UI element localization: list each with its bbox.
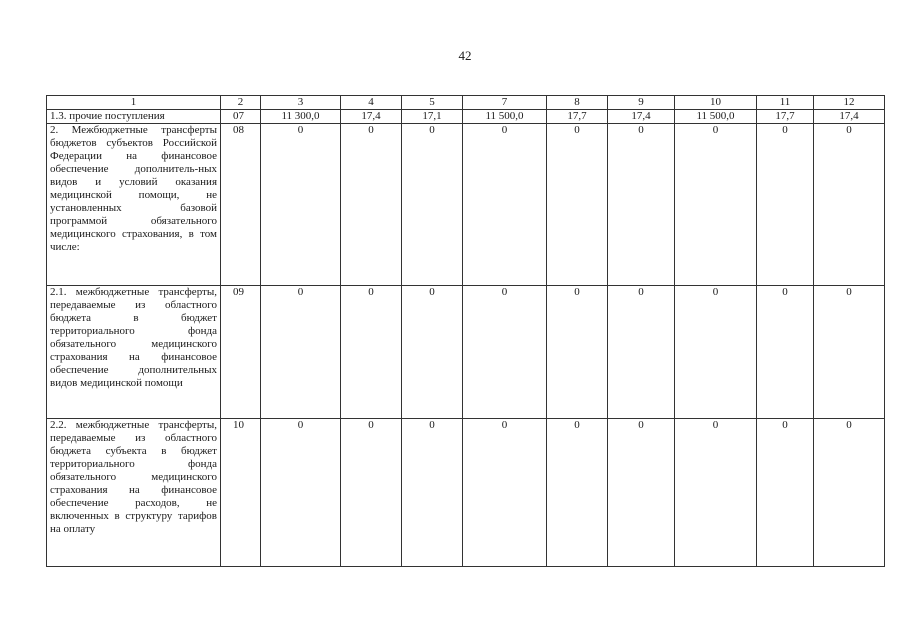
table-header-row: [47, 96, 885, 110]
value-cell: 0: [675, 124, 757, 286]
value-cell: 17,7: [757, 110, 814, 124]
header-cell: 7: [463, 96, 547, 110]
value-cell: 0: [463, 286, 547, 419]
row-code: 09: [221, 286, 261, 419]
row-description: 2. Межбюджетные трансферты бюджетов субъектов Российской Федерации на финансовое обеспечение дополнитель-ных видов и условий оказания медицинской помощи, не установленных базовой программой обязательного медицинского страхования, в том числе:: [47, 124, 221, 286]
value-cell: 0: [341, 419, 402, 567]
value-cell: 11 500,0: [463, 110, 547, 124]
row-description: 1.3. прочие поступления: [47, 110, 221, 124]
value-cell: 0: [608, 286, 675, 419]
header-cell: 9: [608, 96, 675, 110]
table-row: [47, 286, 885, 419]
table-row: [47, 124, 885, 286]
value-cell: 0: [675, 419, 757, 567]
value-cell: 17,1: [402, 110, 463, 124]
value-cell: 11 500,0: [675, 110, 757, 124]
value-cell: 0: [463, 419, 547, 567]
header-cell: 4: [341, 96, 402, 110]
value-cell: 0: [341, 286, 402, 419]
budget-table: [46, 95, 885, 567]
row-description: 2.2. межбюджетные трансферты, передаваемые из областного бюджета субъекта в бюджет территориального фонда обязательного медицинского страхования на финансовое обеспечение расходов, не включенных в структуру тарифов на оплату: [47, 419, 221, 567]
value-cell: 0: [341, 124, 402, 286]
value-cell: 0: [261, 286, 341, 419]
table-row: [47, 419, 885, 567]
value-cell: 0: [675, 286, 757, 419]
row-code: 07: [221, 110, 261, 124]
value-cell: 17,4: [814, 110, 885, 124]
row-code: 08: [221, 124, 261, 286]
value-cell: 0: [757, 286, 814, 419]
value-cell: 0: [547, 124, 608, 286]
header-cell: 1: [47, 96, 221, 110]
value-cell: 0: [261, 419, 341, 567]
value-cell: 0: [757, 124, 814, 286]
table-row: [47, 110, 885, 124]
value-cell: 17,7: [547, 110, 608, 124]
value-cell: 0: [814, 419, 885, 567]
header-cell: 5: [402, 96, 463, 110]
value-cell: 0: [547, 419, 608, 567]
value-cell: 0: [547, 286, 608, 419]
value-cell: 0: [814, 286, 885, 419]
page-number: 42: [458, 48, 472, 63]
header-cell: 11: [757, 96, 814, 110]
value-cell: 17,4: [608, 110, 675, 124]
header-cell: 10: [675, 96, 757, 110]
header-cell: 12: [814, 96, 885, 110]
value-cell: 0: [608, 124, 675, 286]
value-cell: 0: [261, 124, 341, 286]
value-cell: 0: [402, 286, 463, 419]
header-cell: 2: [221, 96, 261, 110]
value-cell: 17,4: [341, 110, 402, 124]
value-cell: 0: [608, 419, 675, 567]
row-description: 2.1. межбюджетные трансферты, передаваемые из областного бюджета в бюджет территориального фонда обязательного медицинского страхования на финансовое обеспечение дополнительных видов медицинской помощи: [47, 286, 221, 419]
value-cell: 0: [402, 419, 463, 567]
row-code: 10: [221, 419, 261, 567]
header-cell: 8: [547, 96, 608, 110]
value-cell: 11 300,0: [261, 110, 341, 124]
value-cell: 0: [402, 124, 463, 286]
value-cell: 0: [757, 419, 814, 567]
header-cell: 3: [261, 96, 341, 110]
value-cell: 0: [463, 124, 547, 286]
value-cell: 0: [814, 124, 885, 286]
